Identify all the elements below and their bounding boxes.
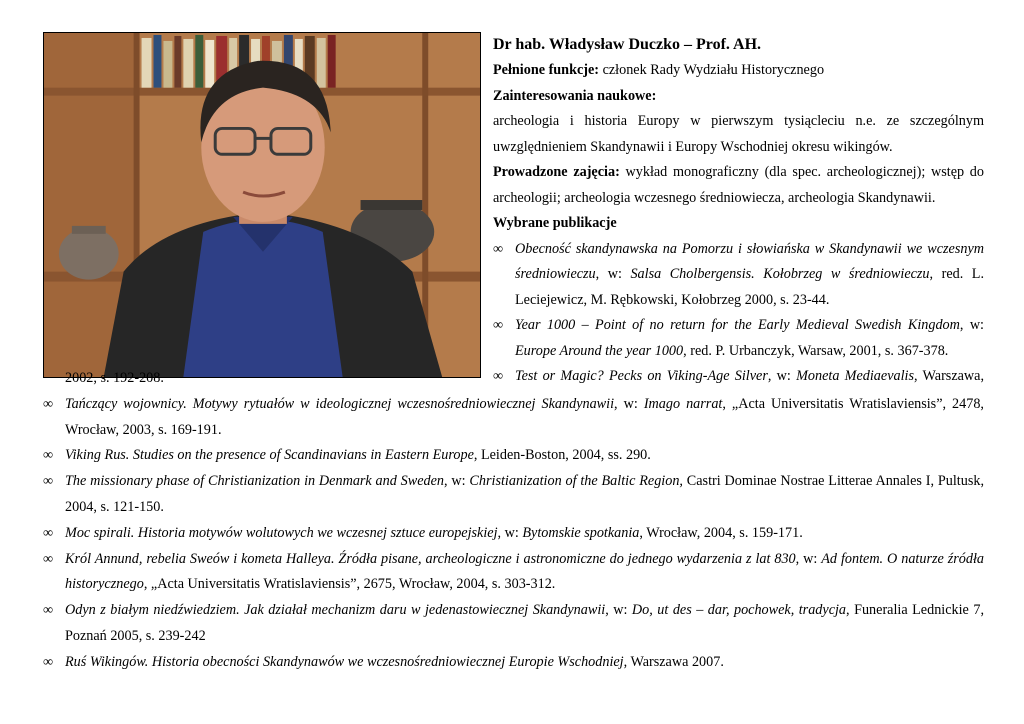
infinity-bullet-icon: ∞ [43, 524, 54, 541]
page-title: Dr hab. Władysław Duczko – Prof. AH. [493, 36, 762, 53]
publication-item [43, 547, 984, 599]
publication-item [43, 650, 984, 676]
publication-details: , red. L. Leciejewicz, M. Rębkowski, Kołobrzeg 2000, s. 23-44. [515, 266, 985, 308]
publication-mid: , w: [595, 266, 631, 282]
publication-details: , Leiden-Boston, 2004, ss. 290. [473, 447, 651, 464]
portrait-photo [43, 32, 481, 378]
publication-title: Moc spirali. Historia motywów wolutowych we wczesnej sztuce europejskiej [65, 524, 498, 541]
publication-mid: , w: [605, 602, 632, 619]
publication-mid: , w: [795, 550, 822, 567]
publication-title: Test or Magic? Pecks on Viking-Age Silver [515, 368, 768, 384]
publication-title: Year 1000 – Point of no return for the Early Medieval Swedish Kingdom [515, 317, 960, 333]
publication-source: Moneta Mediaevalis [796, 368, 914, 384]
publication-details: , red. P. Urbanczyk, Warsaw, 2001, s. 367-378. [683, 342, 949, 359]
publication-details: , Wrocław, 2004, s. 159-171. [639, 524, 803, 541]
infinity-bullet-icon: ∞ [493, 317, 504, 333]
publication-item [43, 598, 984, 650]
functions-line [493, 58, 984, 84]
functions-value: członek Rady Wydziału Historycznego [599, 62, 825, 78]
interests-value: archeologia i historia Europy w pierwszym tysiącleciu n.e. ze szczególnym uwzględnieniem Skandynawii i Europy Wschodniej okresu wikingów. [493, 113, 984, 155]
publication-item [493, 237, 984, 314]
publication-source: Europe Around the year 1000 [515, 342, 684, 359]
publication-title: Król Annund, rebelia Sweów i kometa Halleya. Źródła pisane, archeologiczne i astronomiczne do jednego wydarzenia z lat 830 [65, 550, 796, 567]
publication-details: , Warszawa 2007. [623, 653, 724, 670]
publication-title: Viking Rus. Studies on the presence of Scandinavians in Eastern Europe [65, 447, 474, 464]
infinity-bullet-icon: ∞ [43, 550, 54, 567]
publication-title: Odyn z białym niedźwiedziem. Jak działał mechanizm daru w jedenastowiecznej Skandynawii [65, 602, 606, 619]
publication-title: Ruś Wikingów. Historia obecności Skandynawów we wczesnośredniowiecznej Europie Wschodniej [65, 653, 624, 670]
infinity-bullet-icon: ∞ [43, 653, 54, 670]
classes-line [493, 160, 984, 211]
classes-label: Prowadzone zajęcia: [493, 164, 620, 180]
publication-details: , Funeralia Lednickie 7, Poznań 2005, s. 239-242 [65, 602, 984, 644]
publication-mid: , w: [614, 395, 644, 412]
publication-mid: , w: [497, 524, 523, 541]
publication-mid: , w: [767, 368, 797, 384]
publication-item [43, 469, 984, 521]
publication-details: , „Acta Universitatis Wratislaviensis”, 2675, Wrocław, 2004, s. 303-312. [143, 576, 556, 593]
infinity-bullet-icon: ∞ [43, 473, 54, 490]
publication-source: Do, ut des – dar, pochowek, tradycja [631, 602, 847, 619]
portrait-illustration [44, 33, 480, 377]
publication-source: Christianization of the Baltic Region, [469, 473, 683, 490]
profile-text [493, 32, 984, 390]
publication-title: Obecność skandynawska na Pomorzu i słowiańska w Skandynawii we wczesnym średniowieczu [515, 240, 984, 282]
publication-title: Tańczący wojownicy. Motywy rytuałów w ideologicznej wczesnośredniowiecznej Skandynawii [65, 395, 615, 412]
publications-list [43, 366, 984, 676]
publication-details: , Warszawa, [914, 368, 985, 384]
interests-label: Zainteresowania naukowe: [493, 87, 657, 104]
functions-label: Pełnione funkcje: [493, 62, 600, 78]
infinity-bullet-icon: ∞ [493, 240, 504, 257]
infinity-bullet-icon: ∞ [493, 368, 504, 384]
infinity-bullet-icon: ∞ [43, 447, 54, 464]
publication-mid: , w: [444, 473, 470, 490]
publication-source: Bytomskie spotkania [522, 524, 640, 541]
publication-source: Imago narrat [643, 395, 723, 412]
publication-source: Ad fontem. O naturze źródła historycznego [65, 550, 984, 593]
publication-title: The missionary phase of Christianization in Denmark and Sweden [65, 473, 445, 490]
publication-item [43, 392, 984, 444]
infinity-bullet-icon: ∞ [43, 395, 54, 412]
classes-value: wykład monograficzny (dla spec. archeologicznej); wstęp do archeologii; archeologia wczesnego średniowiecza, archeologia Skandynawii. [493, 164, 984, 206]
publication-mid: , w: [959, 317, 984, 333]
publication-details: , „Acta Universitatis Wratislaviensis”, 2478, Wrocław, 2003, s. 169-191. [65, 395, 984, 438]
publication-item [43, 521, 984, 547]
publication-item [493, 313, 984, 364]
publication-details: Castri Dominae Nostrae Litterae Annales I, Pultusk, 2004, s. 121-150. [65, 473, 984, 515]
publication-item [43, 443, 984, 469]
publication-source: Salsa Cholbergensis. Kołobrzeg w średniowieczu [630, 266, 930, 282]
publications-label: Wybrane publikacje [493, 215, 617, 231]
infinity-bullet-icon: ∞ [43, 602, 54, 619]
publication-continuation: 2002, s. 192-208. [65, 370, 164, 386]
